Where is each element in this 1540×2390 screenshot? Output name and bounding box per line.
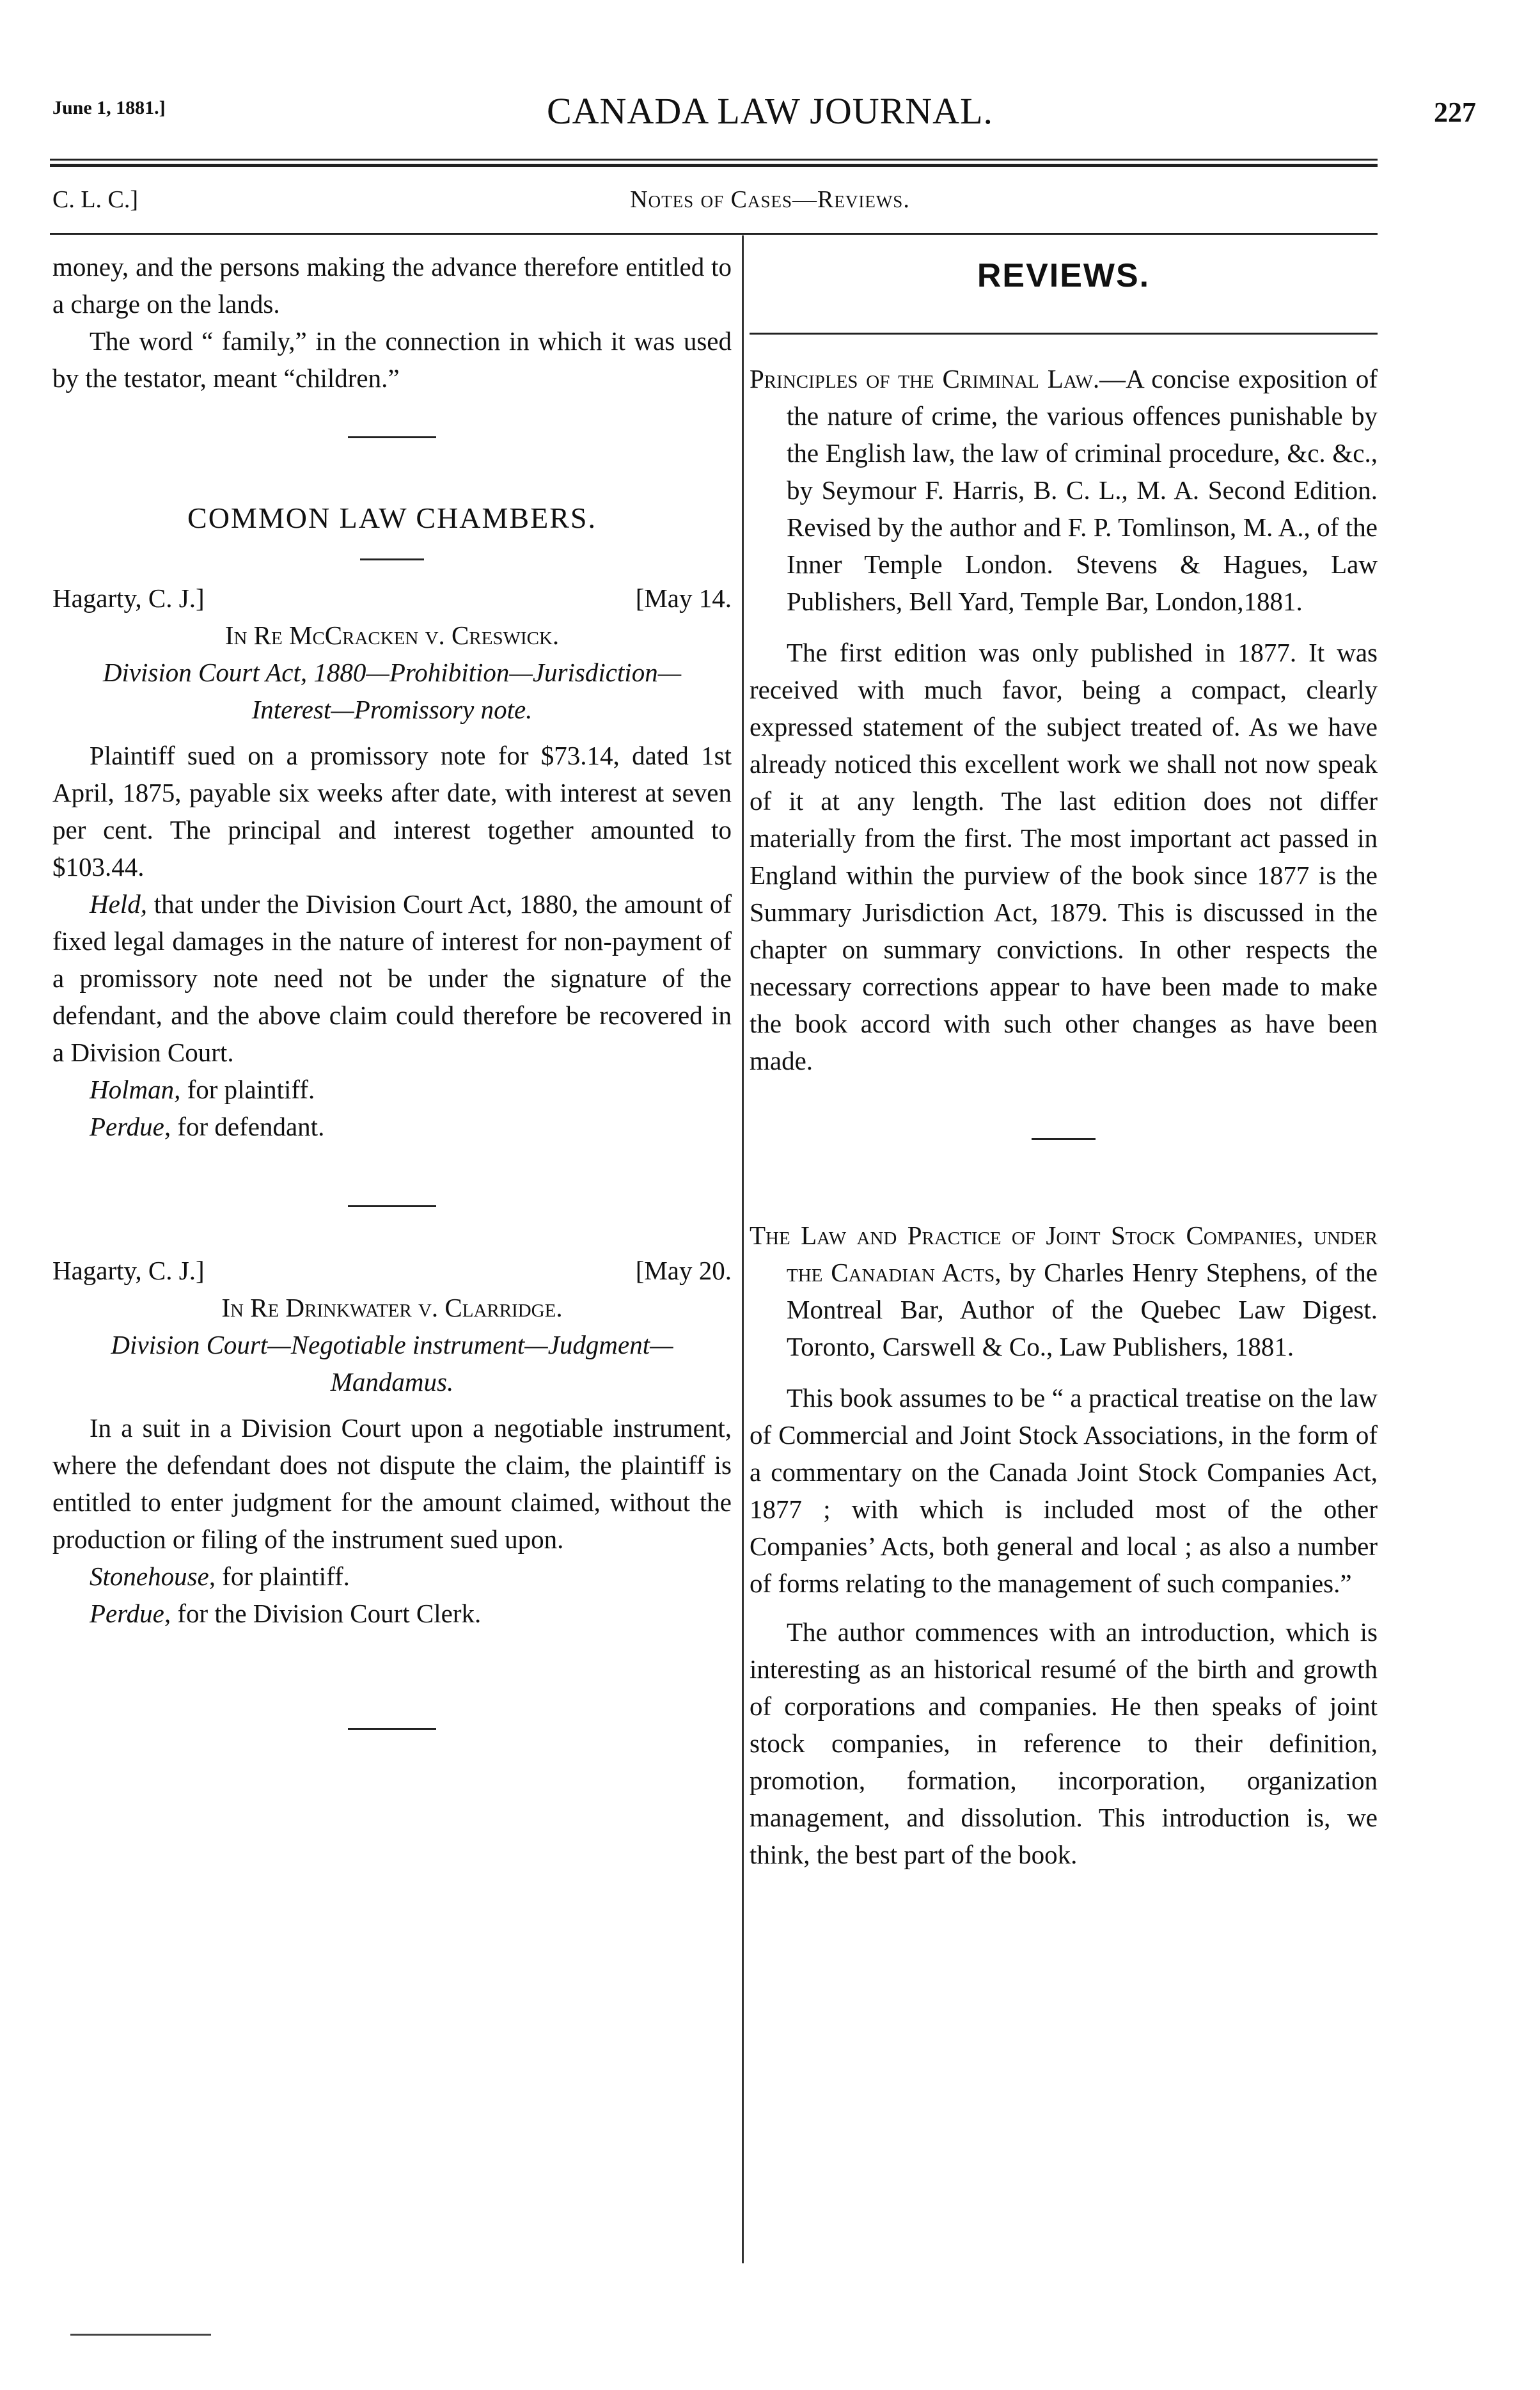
review-citation bbox=[750, 360, 1378, 620]
journal-title: CANADA LAW JOURNAL. bbox=[546, 90, 993, 132]
section-title: Notes of Cases—Reviews. bbox=[630, 186, 910, 213]
counsel-defendant bbox=[52, 1108, 732, 1145]
review-body: This book assumes to be “ a practical treatise on the law of Commercial and Joint Stock Associations, in the form of a commentary on the Canada Joint Stock Companies Act, 1877 ; with which is included most of the other Companies’ Acts, both general and local ; as also a number of forms relating to the management of such companies.” bbox=[750, 1383, 1378, 1598]
case-facts: Plaintiff sued on a promissory note for $73.14, dated 1st April, 1875, payable six weeks after date, with interest at seven per cent. The principal and interest together amounted to $103.44. bbox=[52, 741, 732, 882]
section-separator bbox=[348, 436, 436, 438]
case-subject: Division Court—Negotiable instrument—Judgment—Mandamus. bbox=[111, 1330, 673, 1397]
counsel-plaintiff bbox=[52, 1558, 732, 1595]
end-separator bbox=[348, 1728, 436, 1730]
reviews-rule bbox=[750, 333, 1378, 335]
counsel-role: for plaintiff. bbox=[216, 1562, 350, 1591]
counsel-name: Perdue, bbox=[90, 1599, 171, 1628]
case-judge: Hagarty, C. J.] bbox=[52, 1256, 205, 1285]
court-abbreviation: C. L. C.] bbox=[52, 186, 139, 213]
case-judge: Hagarty, C. J.] bbox=[52, 583, 205, 613]
column-divider bbox=[742, 235, 744, 2263]
heading-separator bbox=[360, 558, 424, 560]
held-label: Held, bbox=[90, 889, 147, 919]
paragraph-family: The word “ family,” in the connection in which it was used by the testator, meant “children.” bbox=[52, 326, 732, 393]
counsel-plaintiff bbox=[52, 1071, 732, 1108]
counsel-role: for plaintiff. bbox=[180, 1075, 315, 1104]
review-book-details: —A concise exposition of the nature of crime, the various offences punishable by the English law, the law of criminal procedure, &c. &c., by Seymour F. Harris, B. C. L., M. A. Second Edition. Revised by the author and F. P. Tomlinson, M. A., of the Inner Temple London. Stevens & Hagues, Law Publishers, Bell Yard, Temple Bar, London,1881. bbox=[787, 364, 1378, 616]
header-rule-thin bbox=[50, 159, 1378, 161]
reviews-heading: REVIEWS. bbox=[977, 257, 1151, 294]
counsel-name: Stonehouse, bbox=[90, 1562, 216, 1591]
case-title: In Re Drinkwater v. Clarridge. bbox=[221, 1293, 563, 1322]
case-title: In Re McCracken v. Creswick. bbox=[224, 621, 560, 650]
counsel-clerk bbox=[52, 1595, 732, 1632]
counsel-name: Perdue, bbox=[90, 1112, 171, 1141]
review-body: The first edition was only published in 1877. It was received with much favor, being a compact, clearly expressed statement of the subject treated of. As we have already noticed this excellent work we shall not now speak of it at any length. The last edition does not differ materially from the first. The most important act passed in England within the purview of the book since 1877 is the Summary Jurisdiction Act, 1879. This is discussed in the chapter on summary convictions. In other respects the necessary corrections appear to have been made to make the book accord with such other changes as have been made. bbox=[750, 638, 1378, 1075]
section-heading: COMMON LAW CHAMBERS. bbox=[187, 502, 597, 534]
right-column bbox=[750, 248, 1378, 1873]
issue-date: June 1, 1881.] bbox=[52, 97, 166, 118]
case-facts: In a suit in a Division Court upon a negotiable instrument, where the defendant does not dispute the claim, the plaintiff is entitled to enter judgment for the amount claimed, without the production or filing of the instrument sued upon. bbox=[52, 1413, 732, 1554]
review-book-title: Principles of the Criminal Law. bbox=[750, 364, 1100, 393]
case-date: [May 14. bbox=[635, 583, 732, 613]
case-holding bbox=[52, 885, 732, 1071]
review-separator bbox=[1032, 1138, 1096, 1140]
case-subject: Division Court Act, 1880—Prohibition—Jurisdiction—Interest—Promissory note. bbox=[102, 658, 682, 724]
review-body: The author commences with an introduction, which is interesting as an historical resumé of the birth and growth of corporations and companies. He then speaks of joint stock companies, in reference to their definition, promotion, formation, incorporation, organization management, and dissolution. This introduction is, we think, the best part of the book. bbox=[750, 1617, 1378, 1869]
held-text: that under the Division Court Act, 1880, the amount of fixed legal damages in the nature of interest for non-payment of a promissory note need not be under the signature of the defendant, and the above claim could therefore be recovered in a Division Court. bbox=[52, 889, 732, 1067]
review-book-details: by Charles Henry Stephens, of the Montreal Bar, Author of the Quebec Law Digest. Toronto, Carswell & Co., Law Publishers, 1881. bbox=[787, 1258, 1378, 1361]
counsel-role: for defendant. bbox=[171, 1112, 325, 1141]
subheader-rule bbox=[50, 233, 1378, 235]
case-judge-line bbox=[52, 580, 732, 617]
counsel-name: Holman, bbox=[90, 1075, 181, 1104]
case-separator bbox=[348, 1205, 436, 1207]
review-citation bbox=[750, 1217, 1378, 1365]
left-column bbox=[52, 248, 732, 1730]
header-rule-thick bbox=[50, 164, 1378, 167]
case-date: [May 20. bbox=[635, 1256, 732, 1285]
paragraph-continued: money, and the persons making the advance therefore entitled to a charge on the lands. bbox=[52, 252, 732, 319]
footer-rule bbox=[70, 2334, 211, 2336]
page-number: 227 bbox=[1434, 97, 1476, 128]
review-book-title: The Law and Practice of Joint Stock Companies, under the Canadian Acts, bbox=[750, 1221, 1378, 1287]
case-judge-line bbox=[52, 1252, 732, 1289]
counsel-role: for the Division Court Clerk. bbox=[171, 1599, 482, 1628]
